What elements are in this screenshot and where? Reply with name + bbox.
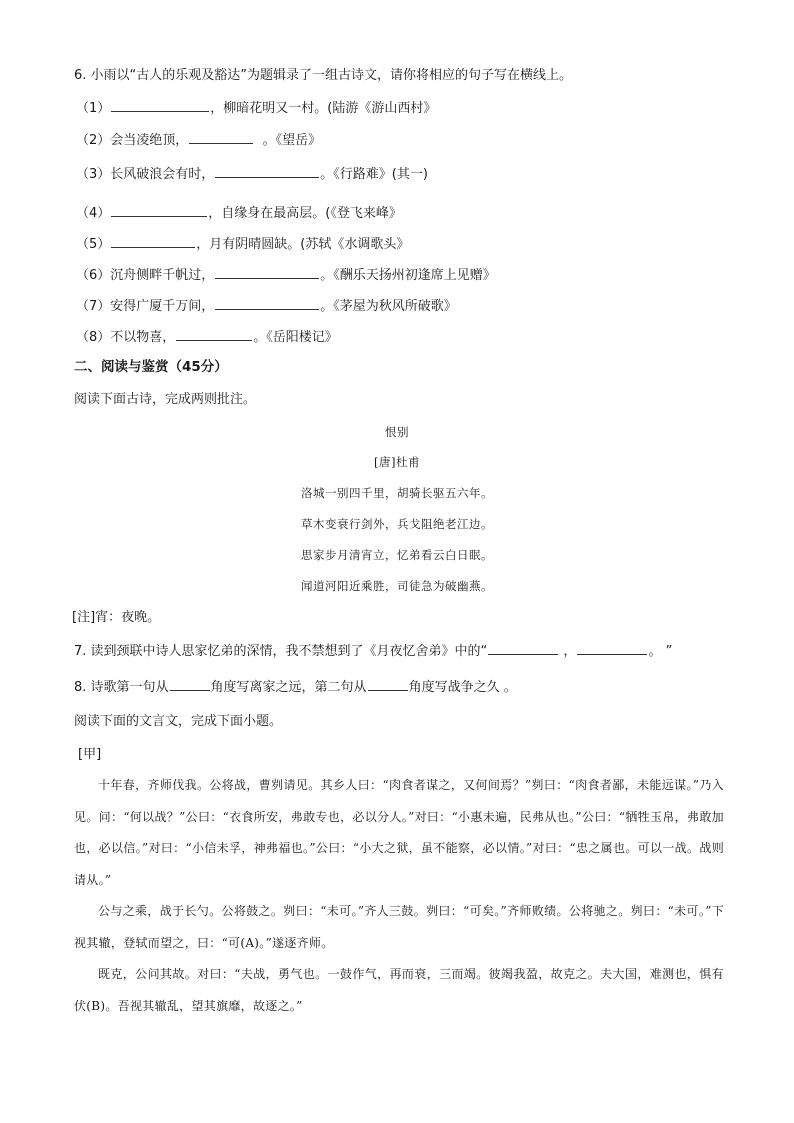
poem-line: 洛城一别四千里，胡骑长驱五六年。 — [301, 486, 493, 500]
q6-stem: 6. 小雨以“古人的乐观及豁达”为题辑录了一组古诗文，请你将相应的句子写在横线上。 — [74, 68, 573, 83]
classical-intro: 阅读下面的文言文，完成下面小题。 — [74, 714, 283, 729]
poem-title: 恨别 — [385, 425, 409, 439]
q7: 7. 读到颈联中诗人思家忆弟的深情，我不禁想到了《月夜忆舍弟》中的“ ， 。 ” — [74, 641, 672, 661]
answer-blank[interactable] — [488, 641, 558, 655]
q6-item-8: （8）不以物喜， 。《岳阳楼记》 — [76, 327, 338, 347]
answer-blank[interactable] — [215, 164, 319, 178]
answer-blank[interactable] — [215, 265, 319, 279]
answer-blank[interactable] — [215, 296, 319, 310]
answer-blank[interactable] — [111, 203, 207, 217]
poem-line: 闻道河阳近乘胜，司徒急为破幽燕。 — [301, 579, 493, 593]
classical-paragraph: 公与之乘，战于长勺。公将鼓之。刿曰：“未可。”齐人三鼓。刿曰：“可矣。”齐师败绩。公将驰之。刿曰：“未可。”下视其辙，登轼而望之，曰：“可(A)。”遂逐齐师。 — [74, 904, 724, 950]
answer-blank[interactable] — [189, 130, 253, 144]
section-title: 二、阅读与鉴赏（45分） — [74, 359, 228, 375]
answer-blank[interactable] — [577, 641, 647, 655]
q6-item-6: （6）沉舟侧畔千帆过， 。《酬乐天扬州初逢席上见赠》 — [76, 265, 496, 285]
answer-blank[interactable] — [176, 327, 252, 341]
poem-line: 思家步月清宵立，忆弟看云白日眠。 — [301, 548, 493, 562]
answer-blank[interactable] — [111, 98, 209, 112]
section-intro: 阅读下面古诗，完成两则批注。 — [74, 392, 257, 407]
classical-paragraph: 既克，公问其故。对曰：“夫战，勇气也。一鼓作气，再而衰，三而竭。彼竭我盈，故克之。夫大国，难测也，惧有伏(B)。吾视其辙乱，望其旗靡，故逐之。” — [74, 967, 724, 1013]
classical-paragraph: 十年春，齐师伐我。公将战，曹刿请见。其乡人曰：“肉食者谋之，又何间焉？”刿曰：“肉食者鄙，未能远谋。”乃入见。问：“何以战？”公曰：“衣食所安，弗敢专也，必以分人。”对曰：“小惠未遍，民弗从也。”公曰：“牺牲玉帛，弗敢加也，必以信。”对曰：“小信未孚，神弗福也。”公曰：“小大之狱，虽不能察，必以情。”对曰：“忠之属也。可以一战。战则请从。” — [74, 778, 724, 887]
q6-item-3: （3）长风破浪会有时， 。《行路难》(其一) — [76, 164, 428, 184]
answer-blank[interactable] — [170, 677, 210, 691]
q6-item-1: （1） ，柳暗花明又一村。(陆游《游山西村》 — [76, 98, 436, 118]
classical-label: [甲] — [78, 747, 102, 762]
poem-author: [唐]杜甫 — [374, 455, 420, 469]
answer-blank[interactable] — [368, 677, 408, 691]
classical-text — [74, 770, 724, 1022]
q6-item-5: （5） ，月有阴晴圆缺。(苏轼《水调歌头》 — [76, 234, 409, 254]
q6-item-4: （4） ，自缘身在最高层。(《登飞来峰》 — [76, 203, 402, 223]
q6-item-2: （2）会当凌绝顶， 。《望岳》 — [76, 130, 321, 150]
poem-line: 草木变衰行剑外，兵戈阻绝老江边。 — [301, 517, 493, 531]
answer-blank[interactable] — [111, 234, 195, 248]
q6-item-7: （7）安得广厦千万间， 。《茅屋为秋风所破歌》 — [76, 296, 457, 316]
q8: 8. 诗歌第一句从 角度写离家之远，第二句从 角度写战争之久 。 — [74, 677, 517, 697]
poem-note: [注]宵：夜晚。 — [72, 610, 161, 625]
